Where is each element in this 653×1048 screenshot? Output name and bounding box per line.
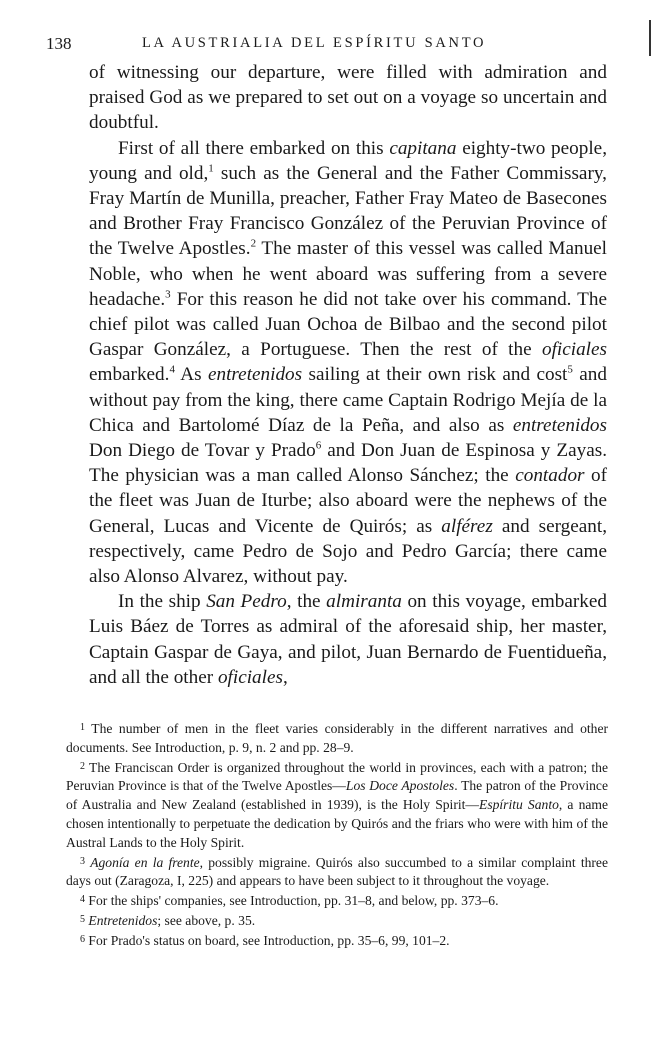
text-run: , a name chosen intentionally to perpetuate the dedication by Quirós and the friars who were with him of the Austral Lands to the Holy Spirit. [66,797,609,850]
italic-term: entretenidos [207,364,303,386]
footnote-reference: 2 [250,238,257,251]
text-run: , the [286,591,327,613]
text-run: For the ships' companies, see Introduction, pp. 31–8, and below, pp. 373–6. [88,893,499,909]
footnote [66,911,608,931]
text-run: and Don Juan de Espinosa y Zayas. The physician was a man called Alonso Sánchez; the [89,440,607,487]
text-run: sailing at their own risk and cost [302,364,568,386]
text-run: eighty-two people, young and old, [89,137,607,184]
page-edge-mark [649,20,651,56]
italic-term: oficiales [541,339,607,361]
footnote-number: 2 [80,760,85,772]
page-number: 138 [46,34,72,53]
footnote-number: 3 [80,855,85,867]
text-run: ; see above, p. 35. [157,912,256,928]
text-run: on this voyage, embarked Luis Báez de Torres as admiral of the aforesaid ship, her master, Captain Gaspar de Gaya, and pilot, Juan Bernardo de Fuentidueña, and all the other [89,591,607,688]
paragraph [89,589,607,690]
text-run: First of all there embarked on this [118,137,390,159]
italic-term: Espíritu Santo [479,797,559,813]
italic-term: entretenidos [512,414,607,436]
footnote-reference: 5 [567,364,573,377]
footnote-reference: 3 [165,288,171,301]
italic-term: capitana [389,137,457,159]
italic-term: almiranta [326,591,402,613]
italic-term: Agonía en la frente [90,854,200,870]
text-run: For Prado's status on board, see Introduction, pp. 35–6, 99, 101–2. [88,932,450,948]
footnote [66,931,608,951]
footnote-reference: 4 [169,364,175,377]
text-run: embarked. [89,364,170,386]
main-text [89,60,607,690]
footnote-number: 5 [80,913,85,925]
footnote [66,891,608,911]
text-run: In the ship [118,591,207,613]
running-head: LA AUSTRIALIA DEL ESPÍRITU SANTO [142,35,487,51]
footnote-number: 6 [80,933,85,945]
text-run: Don Diego de Tovar y Prado [89,440,316,462]
text-run: and sergeant, respectively, came Pedro de Sojo and Pedro García; there came also Alonso Alvarez, without pay. [89,515,607,588]
italic-term: Los Doce Apostoles [345,778,455,794]
text-run: For this reason he did not take over his command. The chief pilot was called Juan Ochoa de Bilbao and the second pilot Gaspar González, a Portuguese. Then the rest of the [89,288,607,361]
italic-term: Entretenidos [88,912,158,928]
footnote [66,719,608,758]
footnotes [66,719,608,951]
text-run: . The patron of the Province of Australia and New Zealand (established in 1939), is the Holy Spirit— [66,778,608,813]
italic-term: alférez [441,515,493,537]
footnote-number: 4 [80,894,85,906]
italic-term: contador [515,465,585,487]
text-run: , [282,666,288,688]
footnote-reference: 6 [315,439,322,452]
text-run: and without pay from the king, there came Captain Rodrigo Mejía de la Chica and Bartolomé Díaz de la Peña, and also as [89,364,607,436]
footnote [66,758,608,853]
text-run: of the fleet was Juan de Iturbe; also aboard were the nephews of the General, Lucas and Vicente de Quirós; as [89,465,608,537]
italic-term: San Pedro [206,591,287,613]
italic-term: oficiales [217,666,283,688]
page-header [46,34,606,58]
text-run: , possibly migraine. Quirós also succumbed to a similar complaint three days out (Zaragoza, I, 225) and appears to have been subject to it throughout the voyage. [66,854,608,889]
footnote [66,853,608,892]
footnote-number: 1 [80,722,85,733]
text-run: As [174,364,208,386]
paragraph [89,136,607,590]
text-run: The number of men in the fleet varies considerably in the different narratives and other documents. See Introduction, p. 9, n. 2 and pp. 28–9. [66,721,609,755]
text-run: The Franciscan Order is organized throughout the world in provinces, each with a patron; the Peruvian Province is that of the Twelve Apostles— [66,759,608,794]
text-run: such as the General and the Father Commissary, Fray Martín de Munilla, preacher, Father Fray Mateo de Basecones and Brother Fray Francisco González of the Peruvian Province of the Twelve Apostles. [89,162,607,260]
text-run: The master of this vessel was called Manuel Noble, who when he went aboard was suffering from a severe headache. [89,238,608,310]
text-run: of witnessing our departure, were filled with admiration and praised God as we prepared to set out on a voyage so uncertain and doubtful. [89,62,607,134]
paragraph [89,60,607,136]
footnote-reference: 1 [208,162,214,175]
